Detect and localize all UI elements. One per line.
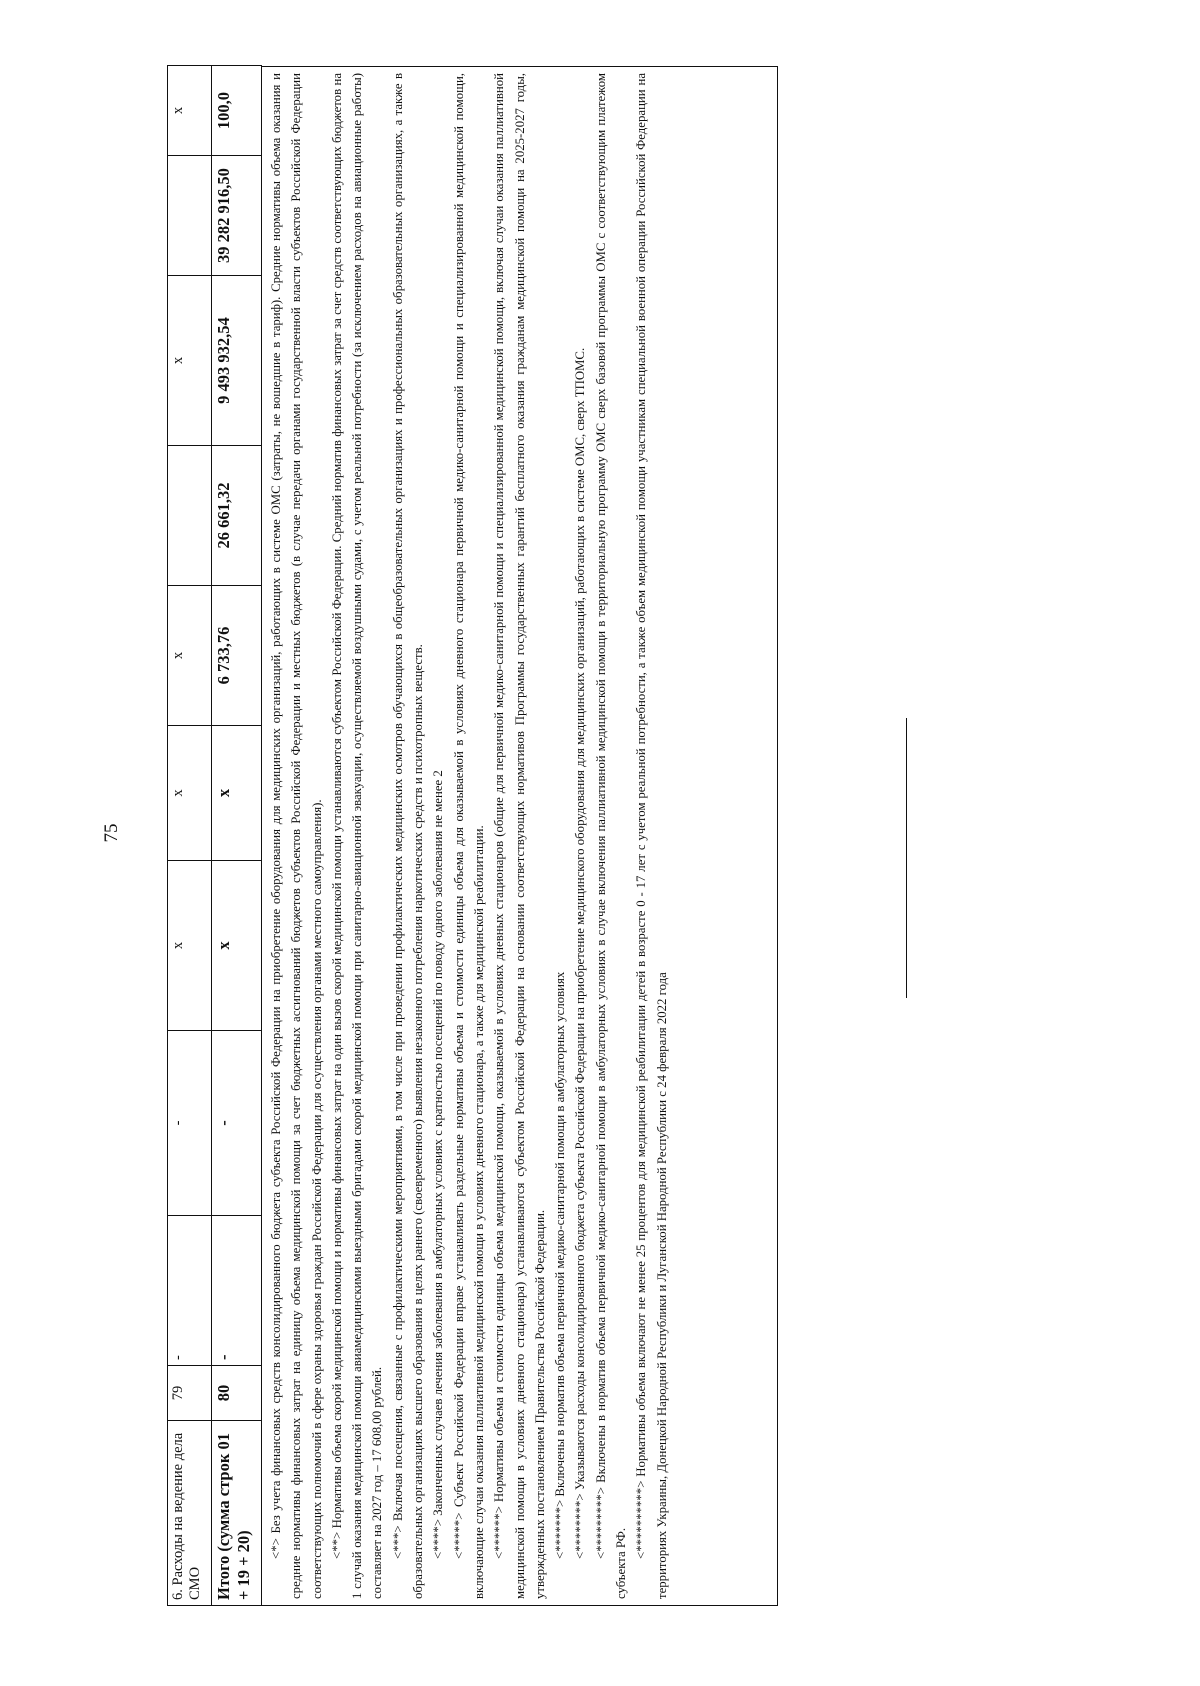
- footnote: <*******> Включены в норматив объема первичной медико-санитарной помощи в амбулаторных условиях: [553, 971, 568, 1559]
- footnote-separator: [906, 718, 907, 998]
- table-row: [168, 66, 212, 1606]
- table-cell: 39 282 916,50: [212, 156, 262, 276]
- summary-table: [167, 65, 262, 1606]
- table-cell: [168, 446, 212, 586]
- footnote: <*********> Включены в норматив объема первичной медико-санитарной помощи в амбулаторных условиях в случае включения паллиативной медицинской помощи в территориальную программу ОМС сверх базовой программы ОМС с соответствующим платежом субъекта РФ.: [593, 73, 629, 1599]
- table-cell: 100,0: [212, 66, 262, 156]
- footnotes-block: [262, 66, 778, 1606]
- line-number: 80: [212, 1366, 262, 1421]
- table-cell: 6 733,76: [212, 586, 262, 726]
- page-number: 75: [101, 823, 122, 843]
- table-cell: x: [168, 861, 212, 1031]
- table-cell: -: [212, 1216, 262, 1366]
- table-cell: x: [212, 726, 262, 861]
- table-row-total: [212, 66, 262, 1606]
- line-number: 79: [168, 1366, 212, 1421]
- table-cell: 26 661,32: [212, 446, 262, 586]
- table-cell: x: [168, 66, 212, 156]
- rotated-page-content: [167, 66, 822, 1606]
- footnote: <******> Нормативы объема и стоимости единицы объема медицинской помощи, оказываемой в условиях дневных стационаров (общие для первичной медико-санитарной помощи и специализированной медицинской помощи, включая случаи оказания паллиативной медицинской помощи в условиях дневного стационара) устанавливаются субъектом Российской Федерации на основании соответствующих нормативов Программы государственных гарантий бесплатного оказания гражданам медицинской помощи на 2025-2027 годы, утвержденных постановлением Правительства Российской Федерации.: [492, 73, 547, 1599]
- footnote: <***> Включая посещения, связанные с профилактическими мероприятиями, в том числе при проведении профилактических медицинских осмотров обучающихся в общеобразовательных организациях и профессиональных образовательных организациях, а также в образовательных организациях высшего образования в целях раннего (своевременного) выявления незаконного потребления наркотических средств и психотропных веществ.: [390, 73, 426, 1599]
- row-label: 6. Расходы на ведение дела СМО: [168, 1421, 212, 1606]
- row-label: Итого (сумма строк 01 + 19 + 20): [212, 1421, 262, 1606]
- footnote: <**********> Нормативы объема включают не менее 25 процентов для медицинской реабилитации детей в возрасте 0 - 17 лет с учетом реальной потребности, а также объем медицинской помощи участникам специальной военной операции Российской Федерации на территориях Украины, Донецкой Народной Республики и Луганской Народной Республики с 24 февраля 2022 года: [634, 73, 669, 1599]
- table-cell: x: [168, 586, 212, 726]
- footnote: <****> Законченных случаев лечения заболевания в амбулаторных условиях с кратностью посещений по поводу одного заболевания не менее 2: [431, 770, 446, 1559]
- table-cell: x: [212, 861, 262, 1031]
- footnote: <*****> Субъект Российской Федерации вправе устанавливать раздельные нормативы объема и стоимости единицы объема для оказываемой в условиях дневного стационара первичной медико-санитарной помощи и специализированной медицинской помощи, включающие случаи оказания паллиативной медицинской помощи в условиях дневного стационара, а также для медицинской реабилитации.: [451, 73, 486, 1599]
- table-cell: [168, 156, 212, 276]
- table-cell: 9 493 932,54: [212, 276, 262, 446]
- table-cell: -: [168, 1031, 212, 1216]
- table-cell: x: [168, 726, 212, 861]
- footnote: <*> Без учета финансовых средств консолидированного бюджета субъекта Российской Федерации на приобретение оборудования для медицинских организаций, работающих в системе ОМС (затраты, не вошедшие в тариф). Средние нормативы объема оказания и средние нормативы финансовых затрат на единицу объема медицинской помощи за счет бюджетных ассигнований бюджетов субъектов Российской Федерации и местных бюджетов (в случае передачи органами государственной власти субъектов Российской Федерации соответствующих полномочий в сфере охраны здоровья граждан Российской Федерации для осуществления органами местного самоуправления).: [269, 73, 324, 1599]
- footnote: <********> Указываются расходы консолидированного бюджета субъекта Российской Федерации на приобретение медицинского оборудования для медицинских организаций, работающих в системе ОМС, сверх ТПОМС.: [573, 347, 588, 1559]
- table-cell: -: [168, 1216, 212, 1366]
- table-cell: -: [212, 1031, 262, 1216]
- table-cell: x: [168, 276, 212, 446]
- footnote: <**> Нормативы объема скорой медицинской помощи и нормативы финансовых затрат на один вызов скорой медицинской помощи устанавливаются субъектом Российской Федерации. Средний норматив финансовых затрат за счет средств соответствующих бюджетов на 1 случай оказания медицинской помощи авиамедицинскими выездными бригадами скорой медицинской помощи при санитарно-авиационной эвакуации, осуществляемой воздушными судами, с учетом реальной потребности (за исключением расходов на авиационные работы) составляет на 2027 год – 17 608,00 рублей.: [329, 73, 385, 1599]
